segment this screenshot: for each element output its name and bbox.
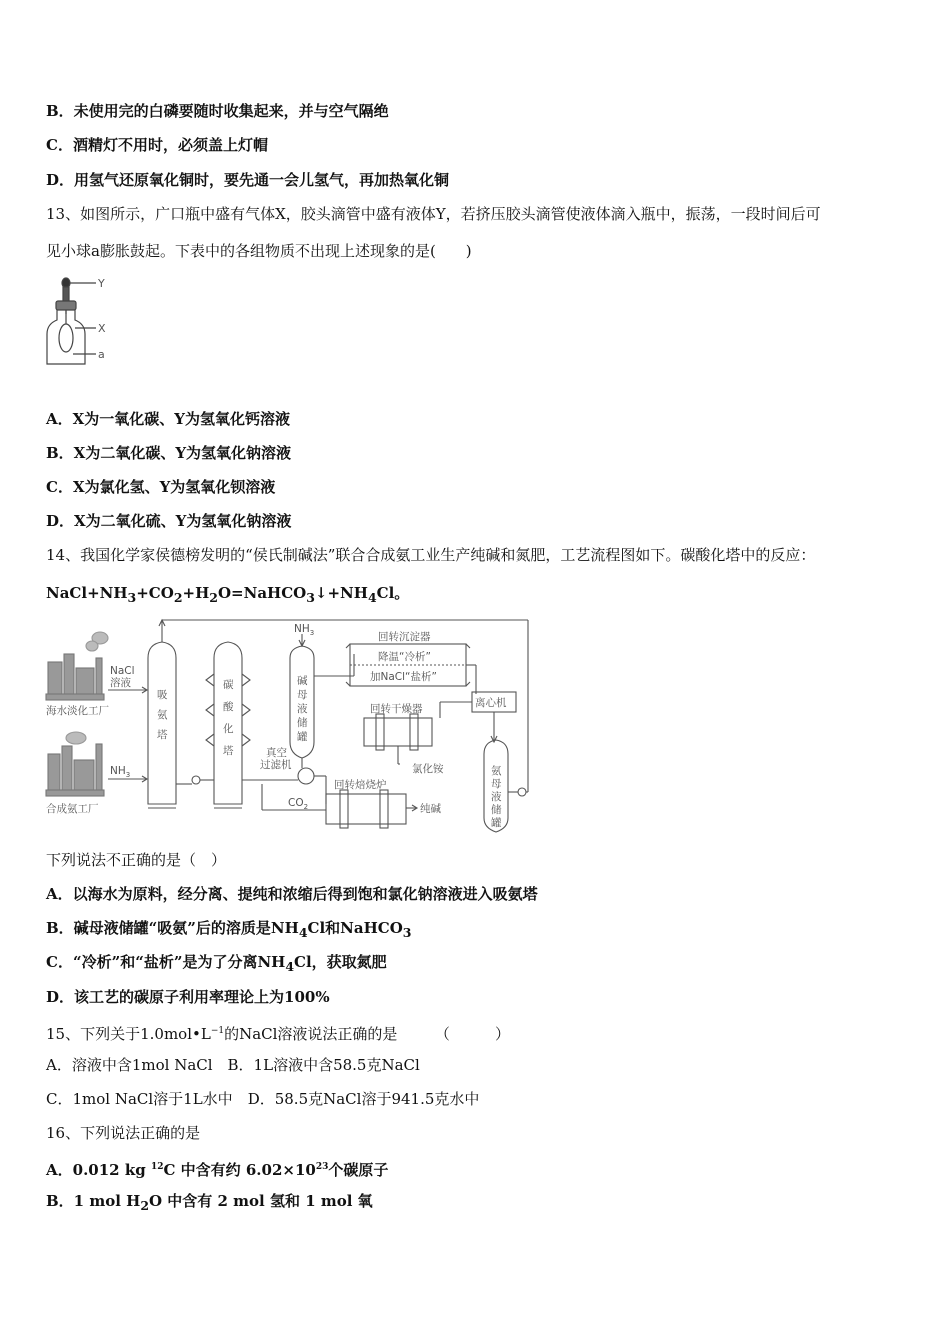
q12-option-c: C．酒精灯不用时，必须盖上灯帽 (46, 136, 268, 154)
q13-option-c: C．X为氯化氢、Y为氢氧化钡溶液 (46, 478, 276, 496)
label-salting: 加NaCl“盐析” (370, 671, 437, 683)
label-x: X (98, 322, 106, 335)
label-tank1-3: 液 (297, 703, 308, 715)
q15-stem: 15、下列关于$1.0mol•L^{-1}$的NaCl溶液说法正确的是 （ ） (46, 1025, 510, 1043)
label-y: Y (98, 277, 105, 290)
q12-option-b: B．未使用完的白磷要随时收集起来，并与空气隔绝 (46, 102, 389, 120)
q16-stem: 16、下列说法正确的是 (46, 1124, 201, 1142)
label-vacuum-1: 真空 (266, 747, 287, 759)
q15-options-cd: C．1mol NaCl溶于1L水中 D．58.5克NaCl溶于941.5克水中 (46, 1090, 480, 1108)
label-seawater-plant: 海水淡化工厂 (46, 705, 109, 717)
q13-bottle-figure (44, 272, 124, 372)
label-tower2-1: 碳 (223, 679, 234, 691)
q16-option-a: A．0.012 kg $^{12}$C 中含有约 $6.02\times 10^{23}$个碳原子 (46, 1161, 389, 1179)
q14-option-b: B．碱母液储罐“吸氨”后的溶质是$NH_4Cl$和NaHCO$_3$ (46, 919, 412, 940)
q13-stem-line1: 13、如图所示，广口瓶中盛有气体X，胶头滴管中盛有液体Y，若挤压胶头滴管使液体滴入瓶中，振荡，一段时间后可 (46, 205, 821, 223)
label-furnace: 回转焙烧炉 (334, 779, 387, 791)
label-tower2-4: 塔 (223, 745, 234, 757)
label-tank2-3: 液 (491, 791, 502, 803)
label-tower2-3: 化 (223, 723, 234, 735)
label-vacuum-2: 过滤机 (260, 759, 292, 771)
q16-option-b: B．1 mol $H_2O$ 中含有 2 mol 氢和 1 mol 氧 (46, 1192, 373, 1213)
q14-stem: 14、我国化学家侯德榜发明的“侯氏制碱法”联合合成氨工业生产纯碱和氮肥，工艺流程图如下。碳酸化塔中的反应： (46, 546, 816, 564)
q12-option-d: D．用氢气还原氧化铜时，要先通一会儿氢气，再加热氧化铜 (46, 171, 450, 189)
label-tank2-5: 罐 (491, 817, 502, 829)
label-a: a (98, 348, 105, 361)
label-tank1-5: 罐 (297, 731, 308, 743)
label-tank2-4: 储 (491, 804, 502, 816)
label-cooling: 降温“冷析” (378, 651, 431, 663)
label-tower1-1: 吸 (157, 689, 168, 701)
q13-stem-line2: 见小球a膨胀鼓起。下表中的各组物质不出现上述现象的是( ) (46, 242, 472, 260)
label-nh3-top: $NH_3$ (294, 623, 315, 637)
label-solution: 溶液 (110, 677, 131, 689)
label-settler: 回转沉淀器 (378, 631, 431, 643)
q15-options-ab: A．溶液中含1mol NaCl B．1L溶液中含58.5克NaCl (46, 1056, 420, 1074)
label-centrifuge: 离心机 (475, 697, 507, 709)
label-tower1-2: 氨 (157, 709, 168, 721)
q14-option-d: D．该工艺的碳原子利用率理论上为100% (46, 988, 330, 1006)
label-tank2-1: 氨 (491, 765, 502, 777)
label-co2: $CO_2$ (288, 797, 309, 811)
q13-option-b: B．X为二氧化碳、Y为氢氧化钠溶液 (46, 444, 292, 462)
q14-option-c: C．“冷析”和“盐析”是为了分离$NH_4Cl$，获取氮肥 (46, 953, 387, 974)
q14-option-a: A．以海水为原料，经分离、提纯和浓缩后得到饱和氯化钠溶液进入吸氨塔 (46, 885, 538, 903)
label-ammonium-chloride: 氯化铵 (412, 763, 444, 775)
label-soda-ash: 纯碱 (420, 803, 441, 815)
label-ammonia-plant: 合成氨工厂 (46, 803, 99, 815)
q14-ask: 下列说法不正确的是（ ） (46, 851, 227, 869)
label-nh3-left: $NH_3$ (110, 765, 131, 779)
label-tank1-4: 储 (297, 717, 308, 729)
label-tower1-3: 塔 (157, 729, 168, 741)
q14-flow-diagram (44, 614, 544, 836)
label-tank1-1: 碱 (297, 675, 308, 687)
label-dryer: 回转干燥器 (370, 703, 423, 715)
label-tank1-2: 母 (297, 689, 308, 701)
label-tank2-2: 母 (491, 778, 502, 790)
label-nacl: NaCl (110, 665, 135, 677)
label-tower2-2: 酸 (223, 701, 234, 713)
q14-equation: $NaCl+NH_3+CO_2+H_2O=NaHCO_3↓+NH_4Cl$。 (46, 584, 410, 605)
q13-option-d: D．X为二氧化硫、Y为氢氧化钠溶液 (46, 512, 292, 530)
q13-option-a: A．X为一氧化碳、Y为氢氧化钙溶液 (46, 410, 290, 428)
